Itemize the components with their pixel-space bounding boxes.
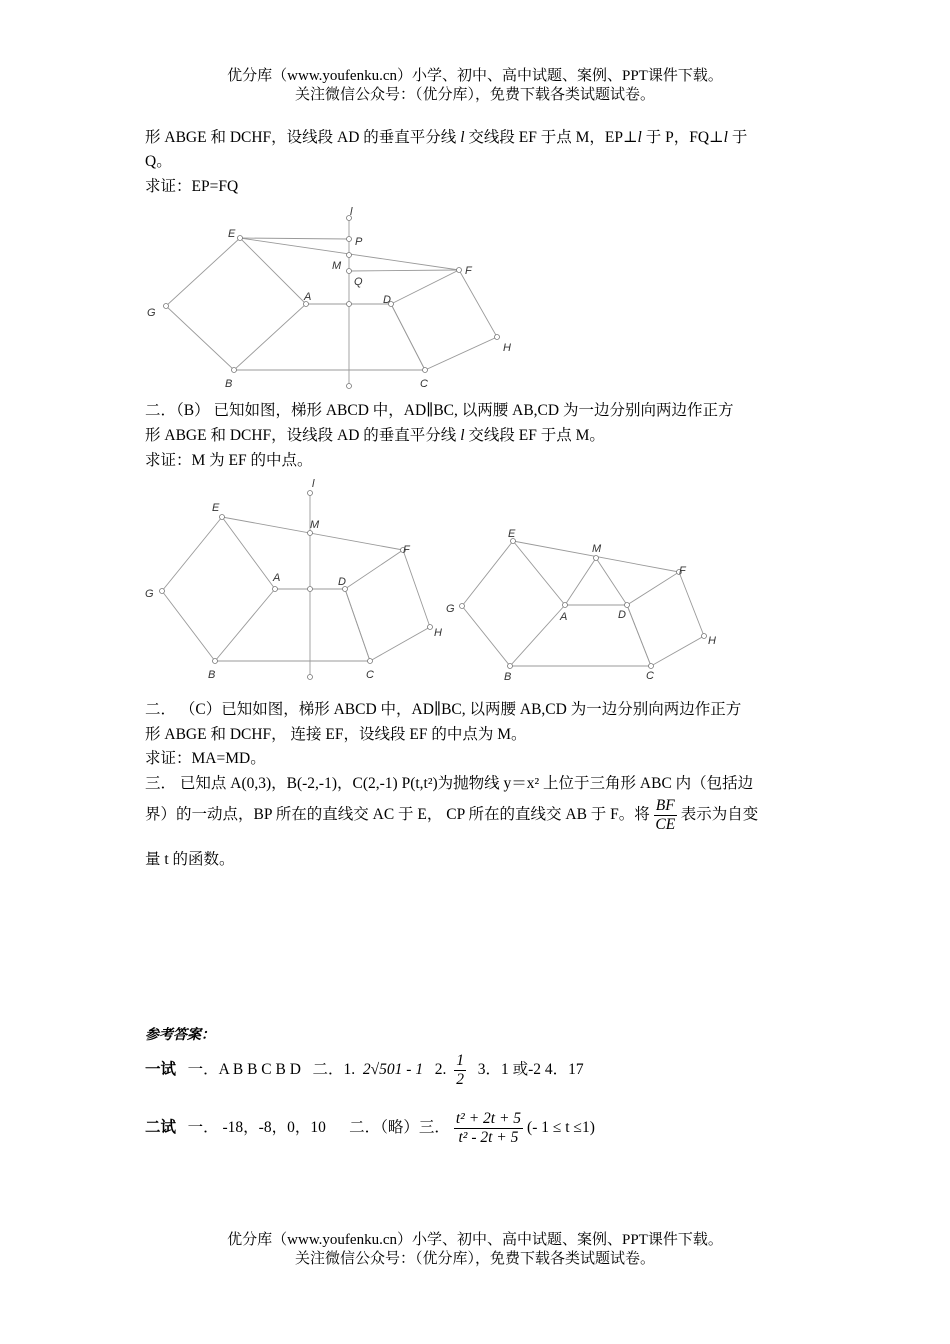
label-F: F [465, 265, 472, 277]
footer-line-2: 关注微信公众号：（优分库），免费下载各类试题试卷。 [294, 1251, 655, 1267]
footer-line-1: 优分库（www.youfenku.cn）小学、初中、高中试题、案例、PPT课件下载。 [227, 1232, 723, 1248]
figure-1-points [164, 216, 500, 389]
figure-2-lines [162, 493, 430, 677]
label-D: D [618, 609, 626, 621]
header-line-1: 优分库（www.youfenku.cn）小学、初中、高中试题、案例、PPT课件下载。 [227, 68, 723, 84]
answers-row-1: 一试 一．A B B C B D 二．1. 2√501 - 1 2. $\frac{1}{2}$ 3．1 或-2 4．17 [145, 1051, 584, 1088]
label-G: G [145, 588, 154, 600]
label-F: F [403, 544, 410, 556]
figure-3-labels [446, 528, 716, 683]
figure-1-labels [147, 206, 511, 390]
label-G: G [446, 603, 455, 615]
part3-line-3: 量 t 的函数。 [145, 851, 235, 868]
answer-expr-sqrt: 2√501 - 1 [362, 1061, 424, 1078]
partA-prove: 求证：EP=FQ [145, 178, 239, 195]
part3-line-2: 界）的一动点，BP 所在的直线交 AC 于 E， CP 所在的直线交 AB 于 F。将 $\frac{BF}{CE}$ 表示为自变 [145, 797, 759, 833]
label-H: H [708, 635, 716, 647]
label-G: G [147, 307, 156, 319]
label-D: D [338, 576, 346, 588]
fraction-bf-ce: $\frac{BF}{CE}$ [655, 797, 676, 833]
label-B: B [504, 671, 512, 683]
partB-prove: 求证：M 为 EF 的中点。 [145, 452, 313, 469]
label-l: l [312, 478, 315, 490]
label-B: B [225, 378, 233, 390]
label-Q: Q [354, 276, 363, 288]
label-A: A [304, 291, 312, 303]
label-C: C [366, 669, 374, 681]
label-B: B [208, 669, 216, 681]
label-C: C [420, 378, 428, 390]
label-E: E [228, 228, 236, 240]
figure-1-lines [166, 218, 497, 386]
label-C: C [646, 670, 654, 682]
label-M: M [592, 543, 602, 555]
label-l: l [350, 206, 353, 218]
label-E: E [212, 502, 220, 514]
part3-line-1: 三． 已知点 A(0,3)，B(-2,-1)，C(2,-1) P(t,t²)为抛物线 y＝x² 上位于三角形 ABC 内（包括边 [145, 775, 754, 792]
label-D: D [383, 294, 391, 306]
figure-1-diagram [140, 200, 530, 395]
figure-2-labels [145, 478, 442, 681]
figure-2-points [160, 491, 433, 680]
label-H: H [503, 342, 511, 354]
fraction-one-half: $\frac{1}{2}$ [456, 1051, 464, 1088]
figure-3-diagram [440, 520, 730, 685]
label-A: A [273, 572, 281, 584]
partA-line-1: 形 ABGE 和 DCHF，设线段 AD 的垂直平分线 l 交线段 EF 于点 M，EP⊥l 于 P，FQ⊥l 于 [145, 129, 748, 146]
label-A: A [560, 611, 568, 623]
partC-line-1: 二． （C）已知如图，梯形 ABCD 中，AD∥BC, 以两腰 AB,CD 为一边分别向两边作正方 [145, 701, 742, 718]
header-line-2: 关注微信公众号：（优分库），免费下载各类试题试卷。 [294, 87, 655, 103]
partC-prove: 求证：MA=MD。 [145, 750, 266, 767]
partB-line-1: 二．（B） 已知如图，梯形 ABCD 中，AD∥BC, 以两腰 AB,CD 为一边分别向两边作正方 [145, 402, 734, 419]
partC-line-2: 形 ABGE 和 DCHF， 连接 EF，设线段 EF 的中点为 M。 [145, 726, 527, 743]
answers-title: 参考答案： [145, 1027, 215, 1043]
label-E: E [508, 528, 516, 540]
partB-line-2: 形 ABGE 和 DCHF，设线段 AD 的垂直平分线 l 交线段 EF 于点 M。 [145, 427, 605, 444]
fraction-answer-function: $\frac{\text{t² + 2t + 5}}{\text{t² - 2t + 5}}$ [455, 1109, 522, 1146]
answers-row-2: 二试 一． -18，-8，0，10 二．（略）三． $\frac{\text{t² + 2t + 5}}{\text{t² - 2t + 5}}$ (- 1 ≤ t ≤1) [145, 1109, 595, 1146]
figure-2-diagram [140, 475, 450, 685]
figure-3-lines [462, 541, 704, 666]
label-M: M [310, 519, 320, 531]
label-M: M [332, 260, 342, 272]
label-H: H [434, 627, 442, 639]
label-P: P [355, 236, 363, 248]
label-F: F [679, 565, 686, 577]
partA-line-2: Q。 [145, 153, 172, 170]
